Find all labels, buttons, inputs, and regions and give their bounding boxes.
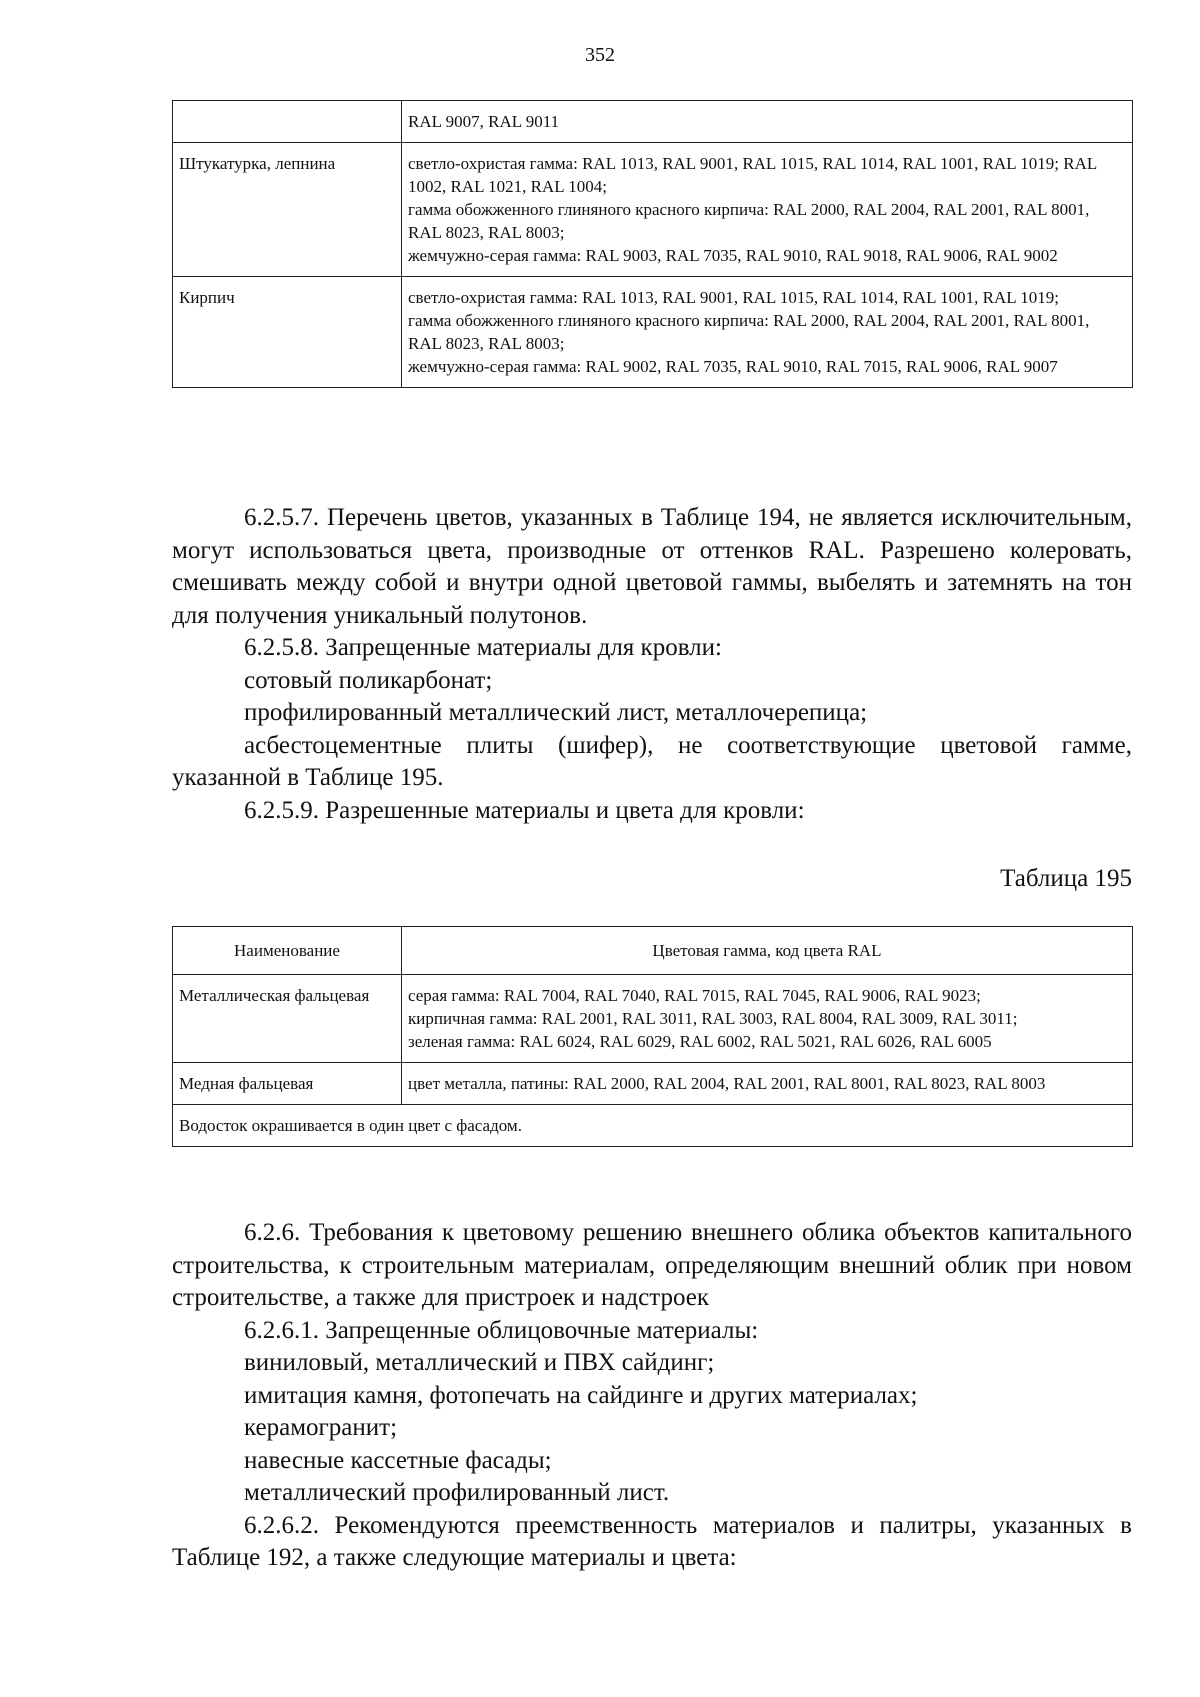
table-row <box>173 143 1133 277</box>
color-line: жемчужно-серая гамма: RAL 9002, RAL 7035, RAL 9010, RAL 7015, RAL 9006, RAL 9007 <box>408 357 1058 376</box>
table-footer-note: Водосток окрашивается в один цвет с фасадом. <box>173 1105 1133 1147</box>
material-name-cell <box>173 101 402 143</box>
table-footer-row <box>173 1105 1133 1147</box>
paragraph-6-2-5-8: 6.2.5.8. Запрещенные материалы для кровли: <box>244 634 722 661</box>
colors-table-194-continuation <box>172 100 1133 388</box>
column-header-colors: Цветовая гамма, код цвета RAL <box>402 927 1133 975</box>
color-line: серая гамма: RAL 7004, RAL 7040, RAL 7015, RAL 7045, RAL 9006, RAL 9023; <box>408 986 981 1005</box>
paragraph-6-2-6-2: 6.2.6.2. Рекомендуются преемственность материалов и палитры, указанных в Таблице 192, а также следующие материалы и цвета: <box>172 1511 1132 1571</box>
color-line: RAL 9007, RAL 9011 <box>408 112 560 131</box>
list-item: сотовый поликарбонат; <box>244 666 493 694</box>
color-codes-cell <box>402 277 1133 388</box>
table-row <box>173 277 1133 388</box>
list-item: виниловый, металлический и ПВХ сайдинг; <box>244 1349 715 1376</box>
material-name-cell: Штукатурка, лепнина <box>173 143 402 277</box>
paragraph-6-2-6-1: 6.2.6.1. Запрещенные облицовочные материалы: <box>244 1316 759 1344</box>
list-item: профилированный металлический лист, металлочерепица; <box>244 699 868 726</box>
color-codes-cell <box>402 101 1133 143</box>
color-line: светло-охристая гамма: RAL 1013, RAL 9001, RAL 1015, RAL 1014, RAL 1001, RAL 1019; RAL 1002, RAL 1021, RAL 1004; <box>408 154 1097 196</box>
table-caption: Таблица 195 <box>1000 865 1132 892</box>
page-number: 352 <box>585 44 615 66</box>
color-line: цвет металла, патины: RAL 2000, RAL 2004, RAL 2001, RAL 8001, RAL 8023, RAL 8003 <box>408 1074 1046 1093</box>
color-line: гамма обожженного глиняного красного кирпича: RAL 2000, RAL 2004, RAL 2001, RAL 8001, RAL 8023, RAL 8003; <box>408 311 1090 353</box>
color-line: светло-охристая гамма: RAL 1013, RAL 9001, RAL 1015, RAL 1014, RAL 1001, RAL 1019; <box>408 288 1060 307</box>
section-6-2-6-text <box>172 1217 1132 1575</box>
list-item: навесные кассетные фасады; <box>244 1446 552 1474</box>
list-item: имитация камня, фотопечать на сайдинге и других материалах; <box>244 1381 918 1409</box>
list-item: металлический профилированный лист. <box>244 1479 670 1506</box>
color-codes-cell <box>402 143 1133 277</box>
table-row <box>173 975 1133 1063</box>
table-header-row <box>173 927 1133 975</box>
section-6-2-5-text <box>172 502 1132 827</box>
paragraph-6-2-5-7: 6.2.5.7. Перечень цветов, указанных в Таблице 194, не является исключительным, могут использоваться цвета, производные от оттенков RAL. Разрешено колеровать, смешивать между собой и внутри одной цветовой гаммы, выбелять и затемнять на тон для получения уникальный полутонов. <box>172 504 1132 629</box>
color-line: жемчужно-серая гамма: RAL 9003, RAL 7035, RAL 9010, RAL 9018, RAL 9006, RAL 9002 <box>408 246 1058 265</box>
color-line: гамма обожженного глиняного красного кирпича: RAL 2000, RAL 2004, RAL 2001, RAL 8001, RAL 8023, RAL 8003; <box>408 200 1090 242</box>
material-name-cell: Металлическая фальцевая <box>173 975 402 1063</box>
color-line: зеленая гамма: RAL 6024, RAL 6029, RAL 6002, RAL 5021, RAL 6026, RAL 6005 <box>408 1032 992 1051</box>
table-row <box>173 101 1133 143</box>
column-header-name: Наименование <box>173 927 402 975</box>
list-item: асбестоцементные плиты (шифер), не соответствующие цветовой гамме, указанной в Таблице 195. <box>172 731 1132 791</box>
paragraph-6-2-5-9: 6.2.5.9. Разрешенные материалы и цвета для кровли: <box>244 796 805 824</box>
roof-materials-table-195 <box>172 926 1133 1147</box>
color-line: кирпичная гамма: RAL 2001, RAL 3011, RAL 3003, RAL 8004, RAL 3009, RAL 3011; <box>408 1009 1018 1028</box>
list-item: керамогранит; <box>244 1414 398 1441</box>
color-codes-cell <box>402 975 1133 1063</box>
paragraph-6-2-6: 6.2.6. Требования к цветовому решению внешнего облика объектов капитального строительства, к строительным материалам, определяющим внешний облик при новом строительстве, а также для пристроек и надстроек <box>172 1219 1132 1311</box>
color-codes-cell <box>402 1063 1133 1105</box>
material-name-cell: Медная фальцевая <box>173 1063 402 1105</box>
material-name-cell: Кирпич <box>173 277 402 388</box>
table-row <box>173 1063 1133 1105</box>
